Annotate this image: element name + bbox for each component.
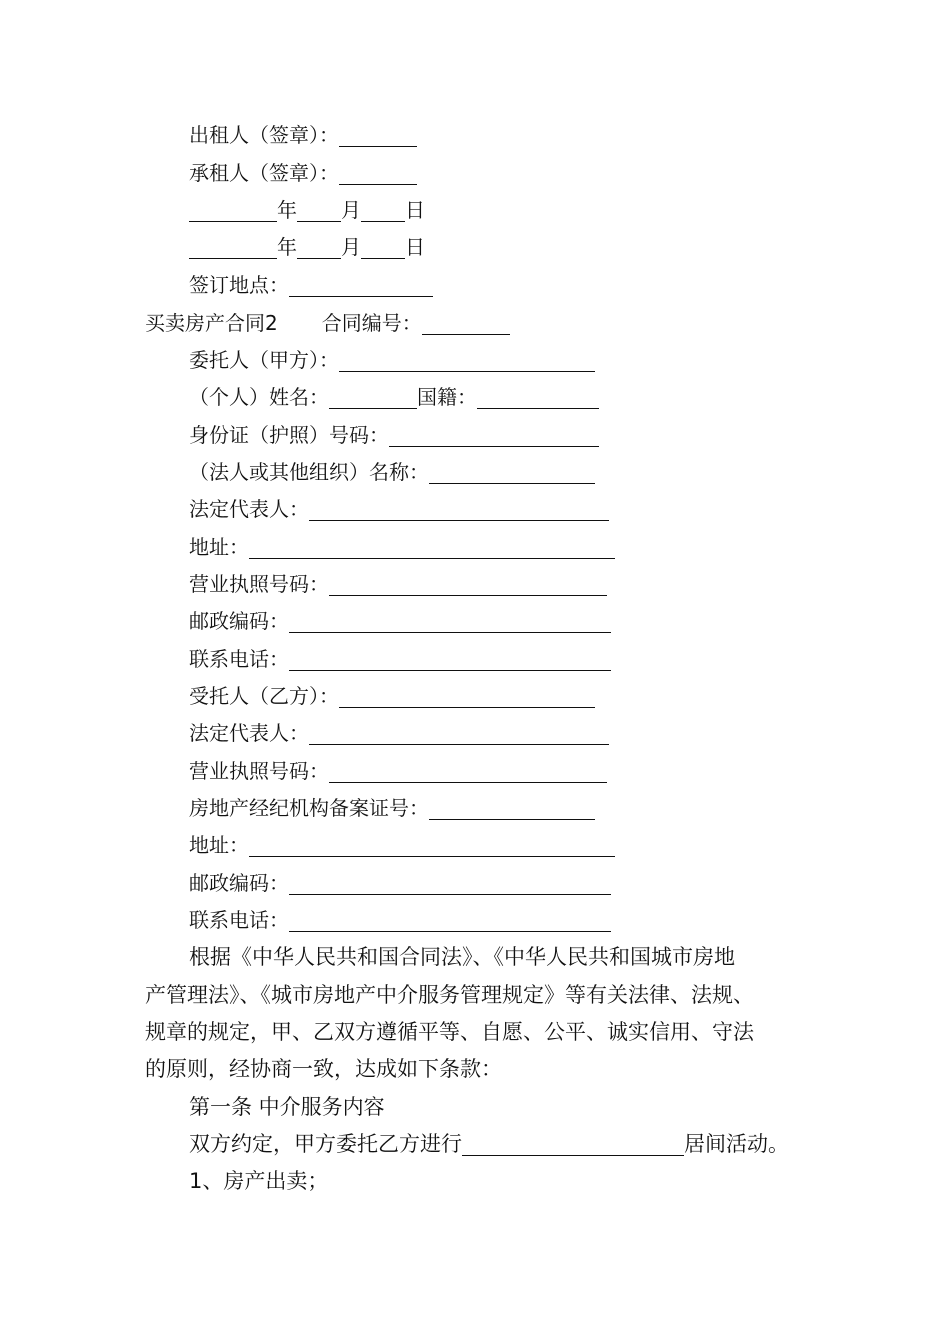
year-label: 年 — [277, 198, 297, 222]
date-line-1 — [0, 196, 950, 224]
body-paragraph-line: 根据《中华人民共和国合同法》、《中华人民共和国城市房地 — [189, 945, 735, 969]
principal-phone-label: 联系电话： — [189, 647, 289, 671]
agent-header-label: 受托人（乙方）： — [189, 684, 339, 708]
principal-id-label: 身份证（护照）号码： — [189, 423, 389, 447]
signing-place-blank[interactable] — [289, 274, 433, 297]
principal-postcode-blank[interactable] — [289, 610, 611, 633]
principal-org-line — [0, 458, 950, 486]
agent-header-line — [0, 682, 950, 710]
agreement-suffix: 居间活动。 — [684, 1132, 789, 1156]
principal-id-blank[interactable] — [389, 424, 599, 447]
agent-address-blank[interactable] — [249, 834, 615, 857]
agent-legal-rep-line — [0, 719, 950, 747]
principal-address-line — [0, 533, 950, 561]
year-label: 年 — [277, 235, 297, 259]
agreement-line — [0, 1130, 950, 1158]
lessor-signature-blank[interactable] — [339, 124, 417, 147]
principal-license-blank[interactable] — [329, 573, 607, 596]
agent-filing-line — [0, 794, 950, 822]
principal-nationality-label: 国籍： — [417, 385, 477, 409]
day-label: 日 — [405, 198, 425, 222]
contract-title-line — [0, 309, 950, 337]
day-blank[interactable] — [361, 236, 405, 259]
year-blank[interactable] — [189, 236, 277, 259]
month-blank[interactable] — [297, 236, 341, 259]
signing-place-label: 签订地点： — [189, 273, 289, 297]
principal-license-line — [0, 570, 950, 598]
principal-legal-rep-blank[interactable] — [309, 498, 609, 521]
agent-blank[interactable] — [339, 685, 595, 708]
agent-license-blank[interactable] — [329, 760, 607, 783]
agent-license-line — [0, 757, 950, 785]
body-paragraph-line: 规章的规定，甲、乙双方遵循平等、自愿、公平、诚实信用、守法 — [145, 1020, 754, 1044]
lessee-signature-line — [0, 159, 950, 187]
contract-number-blank[interactable] — [422, 312, 510, 335]
body-paragraph-line: 产管理法》、《城市房地产中介服务管理规定》等有关法律、法规、 — [145, 983, 754, 1007]
lessee-signature-blank[interactable] — [339, 162, 417, 185]
principal-address-label: 地址： — [189, 535, 249, 559]
month-blank[interactable] — [297, 199, 341, 222]
principal-blank[interactable] — [339, 349, 595, 372]
contract-number-label: 合同编号： — [321, 311, 422, 335]
agent-filing-label: 房地产经纪机构备案证号： — [189, 796, 429, 820]
principal-id-line — [0, 421, 950, 449]
principal-nationality-blank[interactable] — [477, 386, 599, 409]
list-item-1: 1、房产出卖； — [189, 1169, 329, 1193]
day-blank[interactable] — [361, 199, 405, 222]
lessor-label: 出租人（签章）： — [189, 123, 339, 147]
month-label: 月 — [341, 235, 361, 259]
article-1-heading: 第一条 中介服务内容 — [189, 1095, 385, 1119]
principal-postcode-line — [0, 607, 950, 635]
lessor-signature-line — [0, 121, 950, 149]
agent-legal-rep-label: 法定代表人： — [189, 721, 309, 745]
agent-address-line — [0, 831, 950, 859]
principal-header-line — [0, 346, 950, 374]
agent-phone-blank[interactable] — [289, 909, 611, 932]
principal-address-blank[interactable] — [249, 536, 615, 559]
lessee-label: 承租人（签章）： — [189, 161, 339, 185]
contract-title: 买卖房产合同2 — [145, 311, 278, 335]
principal-header-label: 委托人（甲方）： — [189, 348, 339, 372]
agent-license-label: 营业执照号码： — [189, 759, 329, 783]
body-paragraph-line: 的原则，经协商一致，达成如下条款： — [145, 1057, 502, 1081]
principal-license-label: 营业执照号码： — [189, 572, 329, 596]
principal-name-label: （个人）姓名： — [189, 385, 329, 409]
principal-phone-blank[interactable] — [289, 648, 611, 671]
date-line-2 — [0, 233, 950, 261]
principal-name-line — [0, 383, 950, 411]
agreement-prefix: 双方约定，甲方委托乙方进行 — [189, 1132, 462, 1156]
agent-postcode-blank[interactable] — [289, 872, 611, 895]
principal-name-blank[interactable] — [329, 386, 417, 409]
principal-legal-rep-line — [0, 495, 950, 523]
agent-legal-rep-blank[interactable] — [309, 722, 609, 745]
agent-phone-label: 联系电话： — [189, 908, 289, 932]
principal-phone-line — [0, 645, 950, 673]
signing-place-line — [0, 271, 950, 299]
principal-legal-rep-label: 法定代表人： — [189, 497, 309, 521]
agent-phone-line — [0, 906, 950, 934]
principal-org-label: （法人或其他组织）名称： — [189, 460, 429, 484]
agent-filing-blank[interactable] — [429, 797, 595, 820]
year-blank[interactable] — [189, 199, 277, 222]
principal-postcode-label: 邮政编码： — [189, 609, 289, 633]
agent-postcode-label: 邮政编码： — [189, 871, 289, 895]
day-label: 日 — [405, 235, 425, 259]
agent-address-label: 地址： — [189, 833, 249, 857]
month-label: 月 — [341, 198, 361, 222]
principal-org-blank[interactable] — [429, 461, 595, 484]
agent-postcode-line — [0, 869, 950, 897]
service-type-blank[interactable] — [462, 1133, 684, 1156]
